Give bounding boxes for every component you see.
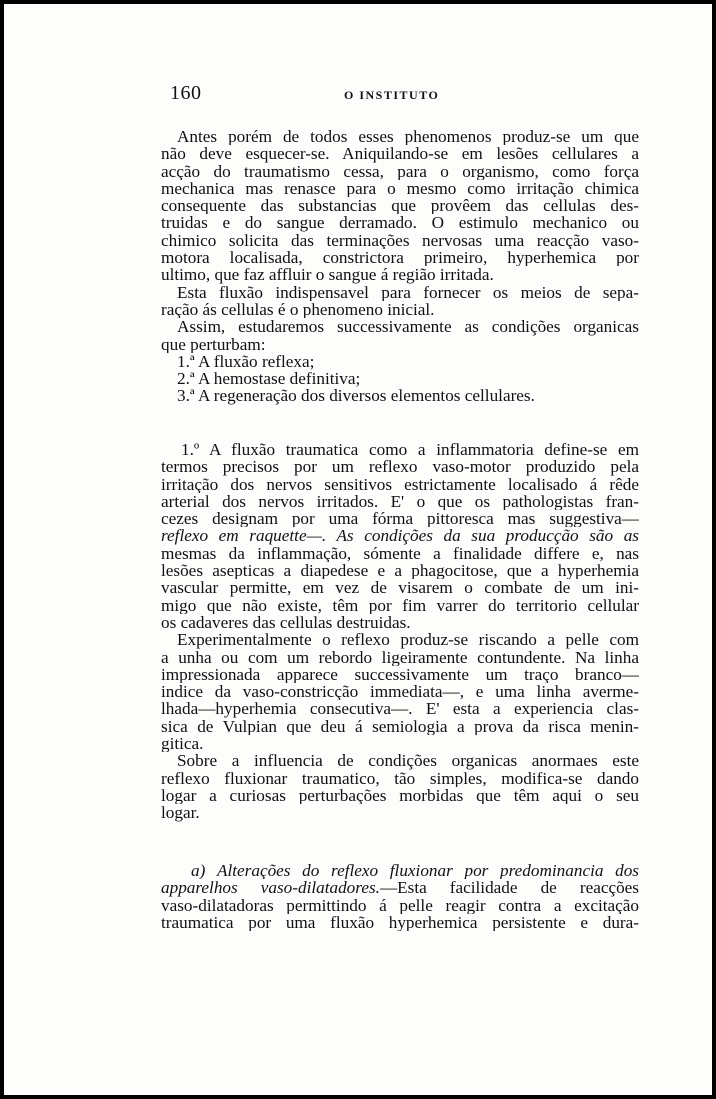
subsection-title-cont: apparelhos vaso-dilatadores. <box>161 879 380 897</box>
text-line: termos precisos por um reflexo vaso-motor produzido pela <box>161 458 639 476</box>
text-line: gitica. <box>161 735 204 753</box>
subsection-label: a) <box>191 862 206 880</box>
text-line: migo que não existe, têm por fim varrer do territorio cellular <box>161 596 639 614</box>
text-line: consequente das substancias que provêem das cellulas des- <box>161 197 639 215</box>
text-line: logar. <box>161 804 200 822</box>
paragraph-block-3 <box>161 862 639 931</box>
text-line: os cadaveres das cellulas destruidas. <box>161 613 411 632</box>
text-line: reflexo fluxionar traumatico, tão simples, modifica-se dando <box>161 769 639 787</box>
text-line: lhada—hyperhemia consecutiva—. E' esta a experiencia clas- <box>161 700 639 718</box>
text-line: irritação dos nervos sensitivos estrictamente localisado á rêde <box>161 475 639 493</box>
text-line: reflexo em raquette—. As condições da sua producção são as <box>161 527 639 545</box>
text-line: Experimentalmente o reflexo produz-se riscando a pelle com <box>177 631 639 649</box>
text-line: arterial dos nervos irritados. E' o que os pathologistas fran- <box>161 492 639 511</box>
text-line: vaso-dilatadoras permittindo á pelle reagir contra a excitação <box>161 896 639 914</box>
text-line: ração ás cellulas é o phenomeno inicial. <box>161 300 435 319</box>
subsection-title: Alterações do reflexo fluxionar por predominancia dos <box>217 862 639 880</box>
text-line: Sobre a influencia de condições organicas anormaes este <box>177 752 639 770</box>
text-line: que perturbam: <box>161 335 266 353</box>
text-line: motora localisada, constrictora primeiro, hyperhemica por <box>161 249 639 267</box>
text-line: cezes designam por uma fórma pittoresca mas suggestiva— <box>161 510 639 528</box>
text-line: traumatica por uma fluxão hyperhemica persistente e dura- <box>161 913 639 932</box>
subsection-text: —Esta facilidade de reacções <box>379 879 639 897</box>
text-line: indice da vaso-constricção immediata—, e uma linha averme- <box>161 683 639 701</box>
paragraph-block-2 <box>161 441 639 822</box>
text-line: 1.º A fluxão traumatica como a inflammatoria define-se em <box>181 441 639 459</box>
text-line: truidas e do sangue derramado. O estimulo mechanico ou <box>161 214 639 232</box>
text-line: sica de Vulpian que deu á semiologia a prova da risca menin- <box>161 717 639 736</box>
running-title: O INSTITUTO <box>344 88 440 102</box>
list-item: 2.ª A hemostase definitiva; <box>177 370 361 388</box>
paragraph-block-1 <box>161 128 639 405</box>
text-line: chimico solicita das terminações nervosas uma reacção vaso- <box>161 231 639 250</box>
subsection-heading <box>161 862 639 879</box>
page-number: 160 <box>170 82 202 104</box>
text-line: mesmas da inflammação, sómente a finalidade differe e, nas <box>161 544 639 563</box>
text-line: Esta fluxão indispensavel para fornecer os meios de sepa- <box>177 283 639 301</box>
text-line: a unha ou com um rebordo ligeiramente contundente. Na linha <box>161 648 639 666</box>
text-line: acção do traumatismo cessa, para o organismo, como força <box>161 162 639 180</box>
text-line: lesões asepticas a diapedese e a phagocitose, que a hyperhemia <box>161 562 639 580</box>
text-line: impressionada apparece successivamente um traço branco— <box>161 665 639 684</box>
text-line: Assim, estudaremos successivamente as condições organicas <box>177 318 639 336</box>
text-line: Antes porém de todos esses phenomenos produz-se um que <box>177 128 639 146</box>
text-line: mechanica mas renasce para o mesmo como irritação chimica <box>161 179 639 198</box>
subsection-heading-line-2 <box>161 879 639 896</box>
list-item: 3.ª A regeneração dos diversos elementos cellulares. <box>177 387 535 405</box>
list-item: 1.ª A fluxão reflexa; <box>177 352 315 371</box>
text-line: não deve esquecer-se. Aniquilando-se em lesões cellulares a <box>161 145 639 163</box>
text-line: vascular permitte, em vez de visarem o combate de um ini- <box>161 579 639 597</box>
text-line: ultimo, que faz affluir o sangue á região irritada. <box>161 266 494 284</box>
text-line: logar a curiosas perturbações morbidas que têm aqui o seu <box>161 786 639 805</box>
